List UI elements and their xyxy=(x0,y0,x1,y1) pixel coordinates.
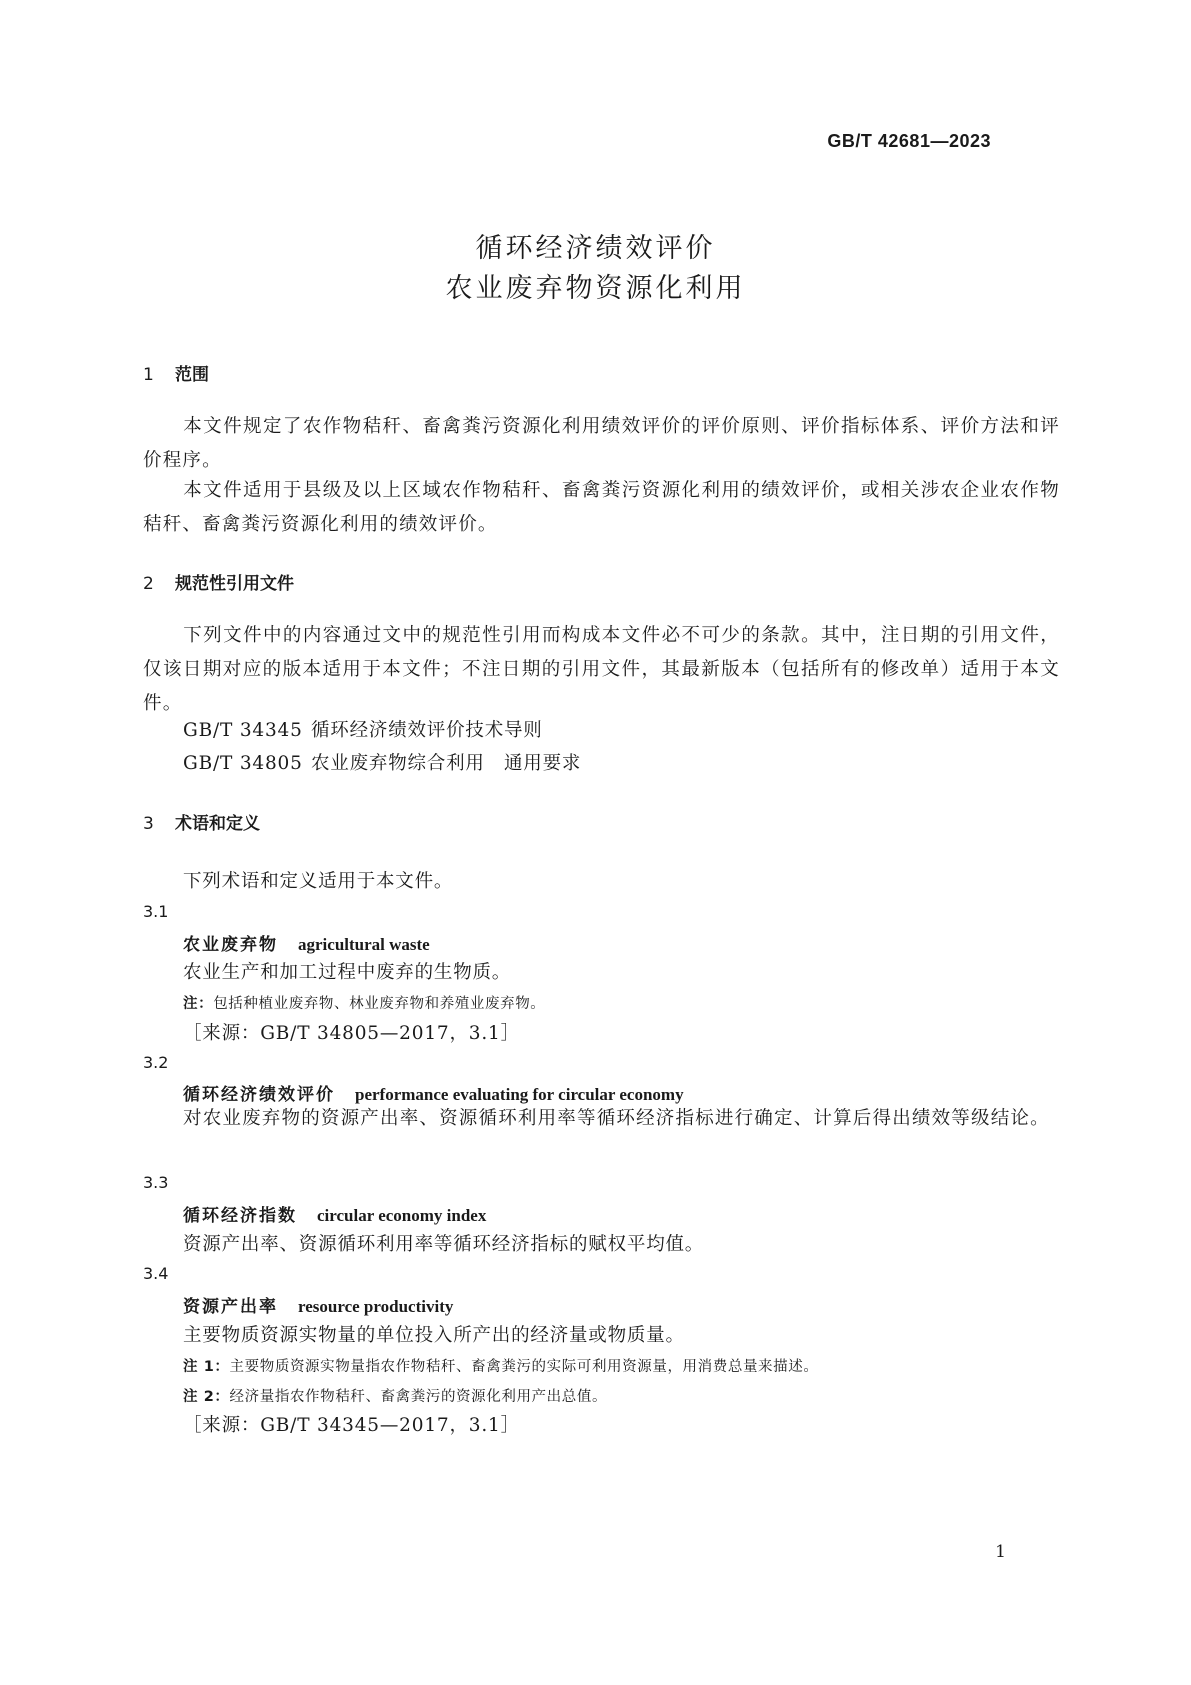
section-1-paragraph-2: 本文件适用于县级及以上区域农作物秸秆、畜禽粪污资源化利用的绩效评价，或相关涉农企业农作物秸秆、畜禽粪污资源化利用的绩效评价。 xyxy=(143,480,1060,535)
section-3-intro: 下列术语和定义适用于本文件。 xyxy=(183,871,454,892)
note-text: 经济量指农作物秸秆、畜禽粪污的资源化利用产出总值。 xyxy=(229,1389,608,1405)
term-entry xyxy=(183,1201,486,1226)
term-chinese: 循环经济指数 xyxy=(183,1206,297,1226)
page-number: 1 xyxy=(995,1542,1006,1562)
section-1-heading xyxy=(143,360,209,385)
note-label: 注 2： xyxy=(183,1389,230,1405)
term-note xyxy=(183,1385,607,1406)
term-definition: 农业生产和加工过程中废弃的生物质。 xyxy=(183,962,512,983)
reference-code: GB/T 34345 xyxy=(183,720,303,741)
term-definition: 主要物质资源实物量的单位投入所产出的经济量或物质量。 xyxy=(183,1325,685,1346)
section-title: 规范性引用文件 xyxy=(175,574,294,594)
term-number: 3.4 xyxy=(143,1264,169,1283)
section-number: 2 xyxy=(143,574,154,594)
term-entry xyxy=(183,1292,453,1317)
term-number: 3.3 xyxy=(143,1173,169,1192)
term-number: 3.1 xyxy=(143,902,169,921)
note-text: 主要物质资源实物量指农作物秸秆、畜禽粪污的实际可利用资源量，用消费总量来描述。 xyxy=(229,1359,819,1375)
term-definition: 对农业废弃物的资源产出率、资源循环利用率等循环经济指标进行确定、计算后得出绩效等级结论。 xyxy=(183,1108,1050,1129)
section-2-paragraph-1: 下列文件中的内容通过文中的规范性引用而构成本文件必不可少的条款。其中，注日期的引用文件，仅该日期对应的版本适用于本文件；不注日期的引用文件，其最新版本（包括所有的修改单）适用于本文件。 xyxy=(143,625,1060,714)
term-chinese: 农业废弃物 xyxy=(183,935,278,955)
term-note xyxy=(183,992,545,1013)
term-english: circular economy index xyxy=(317,1206,487,1225)
document-title-line2: 农业废弃物资源化利用 xyxy=(445,273,746,304)
note-text: 包括种植业废弃物、林业废弃物和养殖业废弃物。 xyxy=(213,996,546,1012)
section-title: 范围 xyxy=(175,365,209,385)
document-title-line1: 循环经济绩效评价 xyxy=(475,233,716,264)
term-english: agricultural waste xyxy=(298,935,430,954)
standard-number: GB/T 42681—2023 xyxy=(827,131,991,151)
normative-reference-1 xyxy=(183,716,543,742)
section-number: 1 xyxy=(143,365,154,385)
reference-title: 循环经济绩效评价技术导则 xyxy=(311,720,543,741)
section-3-heading xyxy=(143,809,260,834)
note-label: 注： xyxy=(183,996,214,1012)
term-english: resource productivity xyxy=(298,1297,454,1316)
reference-code: GB/T 34805 xyxy=(183,753,303,774)
reference-title: 农业废弃物综合利用 通用要求 xyxy=(311,753,582,774)
term-chinese: 资源产出率 xyxy=(183,1297,278,1317)
term-note xyxy=(183,1355,818,1376)
term-number: 3.2 xyxy=(143,1053,169,1072)
term-source: ［来源：GB/T 34805—2017，3.1］ xyxy=(183,1023,520,1044)
note-label: 注 1： xyxy=(183,1359,230,1375)
term-definition: 资源产出率、资源循环利用率等循环经济指标的赋权平均值。 xyxy=(183,1234,705,1255)
normative-reference-2 xyxy=(183,749,581,775)
term-entry xyxy=(183,930,430,955)
section-2-heading xyxy=(143,569,294,594)
section-number: 3 xyxy=(143,814,154,834)
term-source: ［来源：GB/T 34345—2017，3.1］ xyxy=(183,1415,520,1436)
term-english: performance evaluating for circular economy xyxy=(355,1085,684,1104)
section-1-paragraph-1: 本文件规定了农作物秸秆、畜禽粪污资源化利用绩效评价的评价原则、评价指标体系、评价方法和评价程序。 xyxy=(143,416,1060,471)
section-title: 术语和定义 xyxy=(175,814,260,834)
term-chinese: 循环经济绩效评价 xyxy=(183,1085,335,1105)
